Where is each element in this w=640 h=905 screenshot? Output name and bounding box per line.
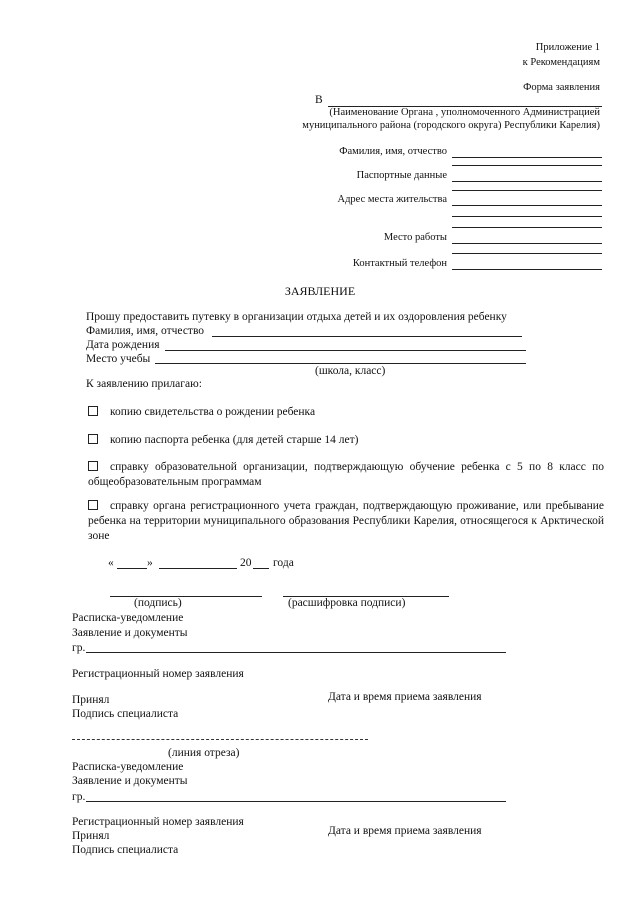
receipt-datetime: Дата и время приема заявления xyxy=(328,691,482,703)
address-field-2[interactable] xyxy=(452,216,602,217)
study-place-field[interactable] xyxy=(155,363,526,364)
birth-date-field[interactable] xyxy=(165,350,526,351)
checkbox[interactable] xyxy=(88,434,98,444)
year-prefix: 20 xyxy=(240,557,252,569)
receipt-citizen-label: гр. xyxy=(72,642,86,654)
applicant-name-field[interactable] xyxy=(452,157,602,158)
form-title: Форма заявления xyxy=(523,82,600,93)
address-field-3[interactable] xyxy=(452,227,602,228)
workplace-field[interactable] xyxy=(452,243,602,244)
receipt-title: Расписка-уведомление xyxy=(72,612,184,624)
receipt-accepted: Принял xyxy=(72,694,110,706)
receipt-datetime: Дата и время приема заявления xyxy=(328,825,482,837)
receipt-title: Расписка-уведомление xyxy=(72,761,184,773)
birth-date-label: Дата рождения xyxy=(86,339,160,351)
receipt-docs: Заявление и документы xyxy=(72,627,188,639)
signature-caption: (подпись) xyxy=(134,597,182,609)
cut-line-caption: (линия отреза) xyxy=(168,747,240,759)
study-place-label: Место учебы xyxy=(86,353,151,365)
passport-field-2[interactable] xyxy=(452,190,602,191)
address-label: Адрес места жительства xyxy=(337,194,447,205)
year-suffix: года xyxy=(273,557,294,569)
attachment-label: копию паспорта ребенка (для детей старше 14 лет) xyxy=(110,434,359,446)
receipt-docs: Заявление и документы xyxy=(72,775,188,787)
addressee-prefix: В xyxy=(315,94,323,106)
school-caption: (школа, класс) xyxy=(315,365,386,377)
attachment-label: копию свидетельства о рождении ребенка xyxy=(110,406,316,418)
attachment-label: справку органа регистрационного учета граждан, подтверждающую проживание, или пребывание ребенка на территории муниципального образования Республики Карелия, относящегося к Арктической зоне xyxy=(88,500,604,542)
phone-field[interactable] xyxy=(452,269,602,270)
receipt-citizen-field[interactable] xyxy=(86,652,506,653)
date-day-field[interactable] xyxy=(117,568,147,569)
checkbox[interactable] xyxy=(88,406,98,416)
attachment-item xyxy=(88,460,604,490)
receipt-citizen-field[interactable] xyxy=(86,801,506,802)
child-name-label: Фамилия, имя, отчество xyxy=(86,325,205,337)
attachments-heading: К заявлению прилагаю: xyxy=(86,378,202,390)
checkbox[interactable] xyxy=(88,461,98,471)
cut-line xyxy=(72,739,368,740)
receipt-citizen-label: гр. xyxy=(72,791,86,803)
receipt-specialist-signature: Подпись специалиста xyxy=(72,844,179,856)
date-year-field[interactable] xyxy=(253,568,269,569)
request-text: Прошу предоставить путевку в организации отдыха детей и их оздоровления ребенку xyxy=(86,311,507,323)
attachment-item xyxy=(88,406,315,418)
recommendations-label: к Рекомендациям xyxy=(522,57,600,68)
addressee-caption-2: муниципального района (городского округа) Республики Карелия) xyxy=(302,120,600,131)
signature-decode-caption: (расшифровка подписи) xyxy=(288,597,406,609)
receipt-reg-number: Регистрационный номер заявления xyxy=(72,668,244,680)
date-open-quote: « xyxy=(108,557,114,569)
workplace-label: Место работы xyxy=(383,232,447,243)
address-field[interactable] xyxy=(452,205,602,206)
appendix-label: Приложение 1 xyxy=(535,42,600,53)
attachment-label: справку образовательной организации, подтверждающую обучение ребенка с 5 по 8 класс по общеобразовательным программам xyxy=(88,461,604,488)
phone-label: Контактный телефон xyxy=(352,258,447,269)
signature-field[interactable] xyxy=(110,596,262,597)
document-title: ЗАЯВЛЕНИЕ xyxy=(284,284,356,298)
passport-field[interactable] xyxy=(452,181,602,182)
passport-label: Паспортные данные xyxy=(356,170,447,181)
attachment-item xyxy=(88,434,358,446)
checkbox[interactable] xyxy=(88,500,98,510)
child-name-field[interactable] xyxy=(212,336,522,337)
date-month-field[interactable] xyxy=(159,568,237,569)
receipt-reg-number: Регистрационный номер заявления xyxy=(72,816,244,828)
receipt-specialist-signature: Подпись специалиста xyxy=(72,708,179,720)
attachment-item xyxy=(88,499,604,544)
applicant-name-label: Фамилия, имя, отчество xyxy=(339,146,447,157)
addressee-caption-1: (Наименование Органа , уполномоченного Администрацией xyxy=(329,107,600,118)
workplace-field-2[interactable] xyxy=(452,253,602,254)
applicant-name-field-2[interactable] xyxy=(452,165,602,166)
receipt-accepted: Принял xyxy=(72,830,110,842)
date-close-quote: » xyxy=(147,557,153,569)
